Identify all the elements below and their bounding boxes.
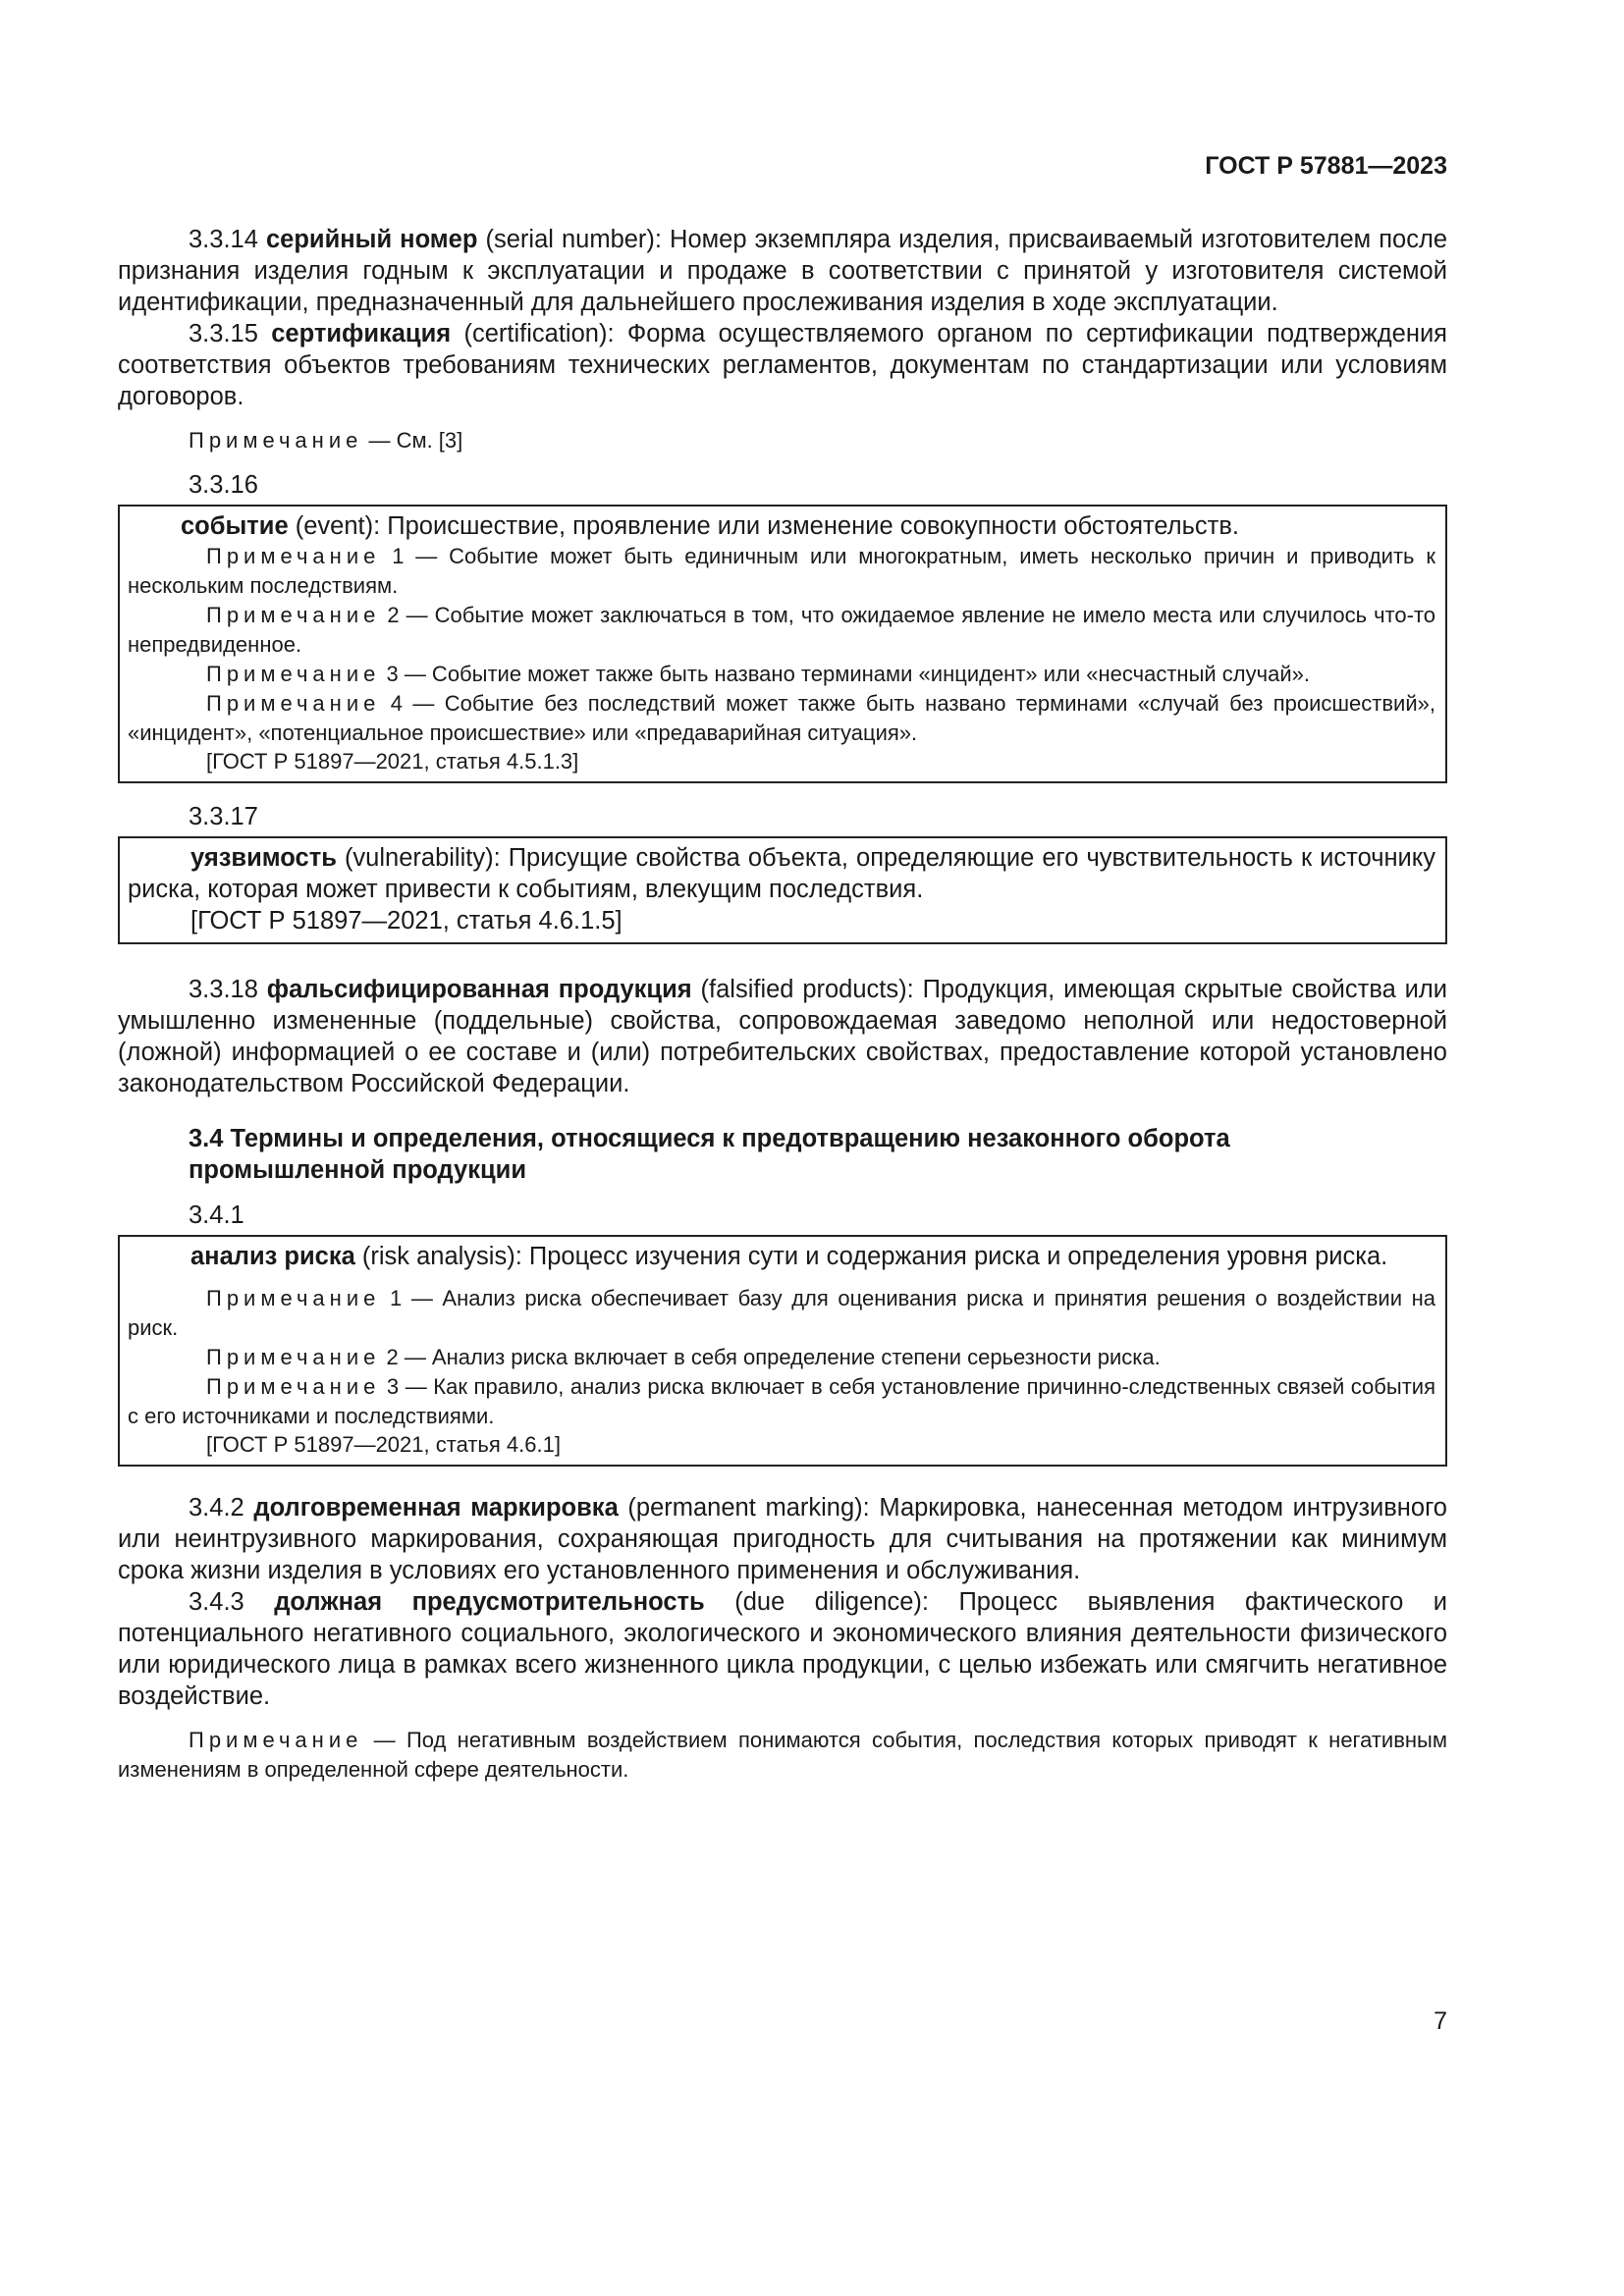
term: долговременная маркировка xyxy=(253,1494,619,1522)
definition-box-3-3-16 xyxy=(118,505,1447,783)
clause-number: 3.3.14 xyxy=(189,226,258,253)
term: серийный номер xyxy=(265,226,478,253)
note-label: Примечание xyxy=(206,603,381,627)
definition-text: (vulnerability): Присущие свойства объекта, определяющие его чувствительность к источнику риска, которая может привести к событиям, влекущим последствия. xyxy=(128,844,1435,903)
note-3-4-3 xyxy=(118,1726,1447,1785)
clause-number: 3.4.3 xyxy=(189,1588,244,1616)
note-number: 1 xyxy=(380,1286,403,1310)
clause-number-3-4-1: 3.4.1 xyxy=(189,1201,244,1229)
definition-3-4-3 xyxy=(118,1586,1447,1712)
note-text: — Анализ риска обеспечивает базу для оценивания риска и принятия решения о воздействии на риск. xyxy=(128,1286,1435,1340)
page-body xyxy=(118,224,1447,1785)
definition-text: (falsified products): Продукция, имеющая скрытые свойства или умышленно измененные (поддельные) свойства, сопровождаемая заведомо неполной или недостоверной (ложной) информацией о ее составе и (или) потребительских свойствах, предоставление которой установлено законодательством Российской Федерации. xyxy=(118,976,1448,1097)
definition-box-3-3-17 xyxy=(118,836,1447,944)
note-label: Примечание xyxy=(206,544,381,568)
source-reference: [ГОСТ Р 51897—2021, статья 4.6.1.5] xyxy=(190,907,623,934)
term: анализ риска xyxy=(190,1243,355,1270)
note-1 xyxy=(128,1284,1435,1343)
clause-number-3-3-17: 3.3.17 xyxy=(189,803,258,830)
note-3-3-15 xyxy=(118,426,1447,455)
note-2 xyxy=(128,601,1435,660)
definition-3-4-2 xyxy=(118,1492,1447,1586)
note-text: — Событие может также быть названо терминами «инцидент» или «несчастный случай». xyxy=(398,662,1310,686)
page-number: 7 xyxy=(1434,2007,1447,2035)
clause-number: 3.4.2 xyxy=(189,1494,244,1522)
definition-text: (permanent marking): Маркировка, нанесенная методом интрузивного или неинтрузивного маркирования, сохраняющая пригодность для считывания на протяжении как минимум срока жизни изделия в условиях его установленного применения и обслуживания. xyxy=(118,1494,1447,1584)
clause-number: 3.3.15 xyxy=(189,320,258,347)
term: сертификация xyxy=(271,320,452,347)
note-text: — Событие без последствий может также быть названо терминами «случай без происшествий», «инцидент», «потенциальное происшествие» или «предаварийная ситуация». xyxy=(128,691,1435,745)
note-number: 2 xyxy=(380,1345,399,1369)
definition-box-3-4-1 xyxy=(118,1235,1447,1467)
note-label: Примечание xyxy=(206,1286,381,1310)
note-number: 4 xyxy=(380,691,403,716)
clause-number-3-3-16: 3.3.16 xyxy=(189,471,258,499)
note-number: 2 xyxy=(380,603,400,627)
note-label: Примечание xyxy=(206,691,381,716)
clause-number: 3.3.18 xyxy=(189,976,258,1003)
definition-text: (due diligence): Процесс выявления фактического и потенциального негативного социального, экологического и экономического влияния деятельности физического или юридического лица в рамках всего жизненного цикла продукции, с целью избежать или смягчить негативное воздействие. xyxy=(118,1588,1447,1710)
term: уязвимость xyxy=(190,844,337,872)
note-label: Примечание xyxy=(206,1345,381,1369)
note-number: 1 xyxy=(380,544,405,568)
note-4 xyxy=(128,689,1435,748)
definition-3-3-16 xyxy=(128,510,1435,542)
definition-text: (event): Происшествие, проявление или изменение совокупности обстоятельств. xyxy=(288,512,1239,540)
note-label: Примечание xyxy=(189,1728,363,1752)
source-reference: [ГОСТ Р 51897—2021, статья 4.5.1.3] xyxy=(206,749,579,774)
section-heading-line-2: промышленной продукции xyxy=(189,1156,526,1184)
definition-3-3-15 xyxy=(118,318,1447,412)
term: должная предусмотрительность xyxy=(274,1588,705,1616)
definition-text: (risk analysis): Процесс изучения сути и содержания риска и определения уровня риска. xyxy=(354,1243,1388,1270)
note-2 xyxy=(128,1343,1435,1372)
note-text: — Как правило, анализ риска включает в себя установление причинно-следственных связей события с его источниками и последствиями. xyxy=(128,1374,1435,1428)
note-label: Примечание xyxy=(189,428,363,453)
definition-text: (certification): Форма осуществляемого органом по сертификации подтверждения соответствия объектов требованиям технических регламентов, документам по стандартизации или условиям договоров. xyxy=(118,320,1447,410)
note-text: — Событие может заключаться в том, что ожидаемое явление не имело места или случилось что-то непредвиденное. xyxy=(128,603,1435,657)
note-text: — Под негативным воздействием понимаются события, последствия которых приводят к негативным изменениям в определенной сфере деятельности. xyxy=(118,1728,1447,1782)
definition-3-3-14 xyxy=(118,224,1447,318)
note-number: 3 xyxy=(380,1374,400,1399)
term: событие xyxy=(181,512,289,540)
note-3 xyxy=(128,1372,1435,1431)
note-text: — См. [3] xyxy=(362,428,463,453)
note-text: — Анализ риска включает в себя определение степени серьезности риска. xyxy=(398,1345,1161,1369)
section-heading-3-4 xyxy=(118,1123,1447,1186)
note-label: Примечание xyxy=(206,1374,381,1399)
definition-3-3-18 xyxy=(118,974,1447,1099)
note-text: — Событие может быть единичным или многократным, иметь несколько причин и приводить к нескольким последствиям. xyxy=(128,544,1435,598)
source-reference: [ГОСТ Р 51897—2021, статья 4.6.1] xyxy=(206,1432,561,1457)
note-1 xyxy=(128,542,1435,601)
definition-3-3-17 xyxy=(128,842,1435,905)
definition-text: (serial number): Номер экземпляра изделия, присваиваемый изготовителем после признания изделия годным к эксплуатации и продаже в соответствии с принятой у изготовителя системой идентификации, предназначенный для дальнейшего прослеживания изделия в ходе эксплуатации. xyxy=(118,226,1448,316)
definition-3-4-1 xyxy=(128,1241,1435,1272)
term: фальсифицированная продукция xyxy=(266,976,692,1003)
note-label: Примечание xyxy=(206,662,381,686)
document-code: ГОСТ Р 57881—2023 xyxy=(1205,152,1447,180)
note-3 xyxy=(128,660,1435,689)
section-heading-line-1: 3.4 Термины и определения, относящиеся к предотвращению незаконного оборота xyxy=(189,1125,1230,1152)
note-number: 3 xyxy=(380,662,399,686)
